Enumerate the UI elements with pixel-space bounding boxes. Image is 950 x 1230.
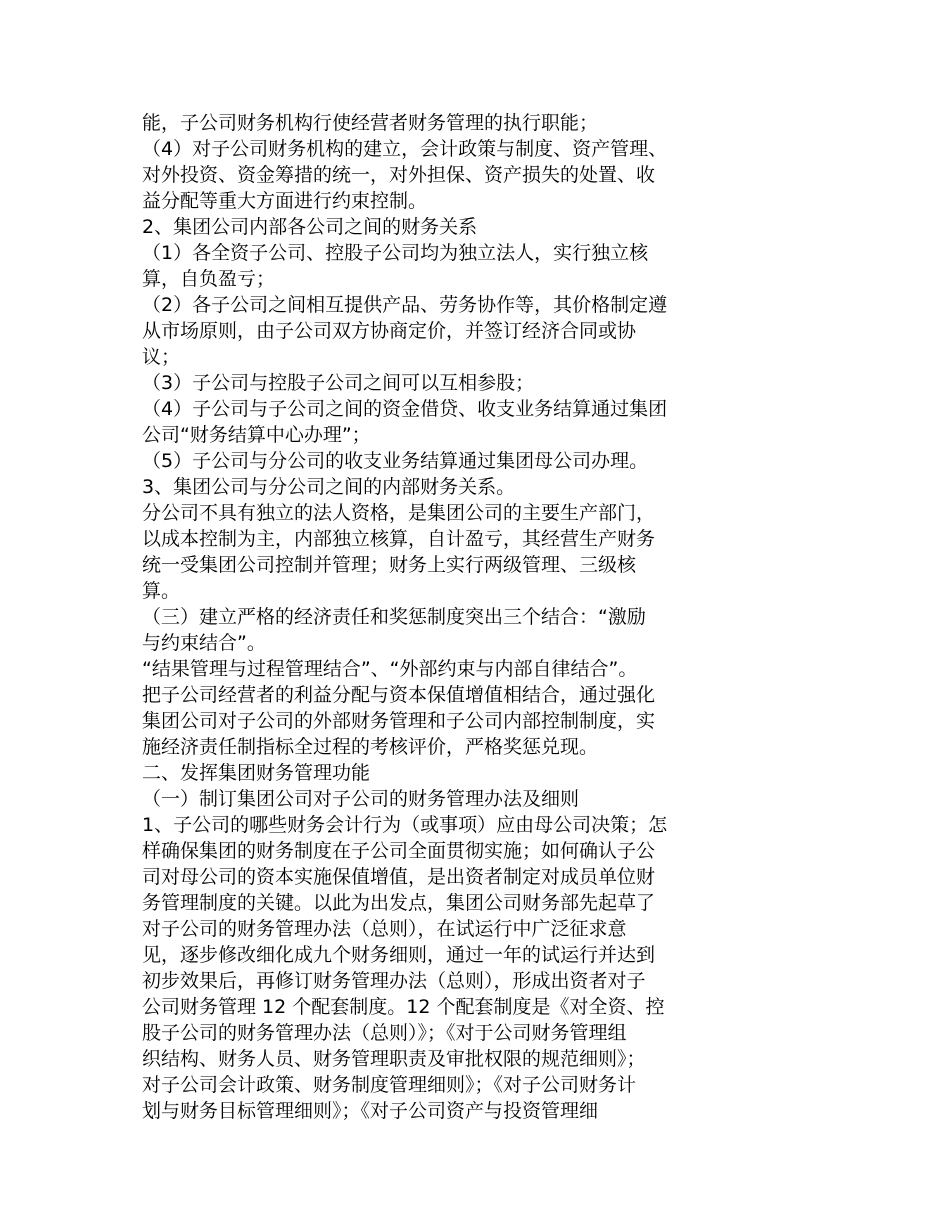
text-line: 股子公司的财务管理办法（总则）》；《对于公司财务管理组	[142, 1022, 627, 1044]
text-line: 公司财务管理 12 个配套制度。12 个配套制度是《对全资、控	[142, 996, 665, 1018]
text-line: 算，自负盈亏；	[142, 268, 276, 290]
text-line: 议；	[142, 346, 181, 368]
text-line: 见，逐步修改细化成九个财务细则，通过一年的试运行并达到	[142, 944, 656, 966]
text-line: （3）子公司与控股子公司之间可以互相参股；	[142, 372, 535, 394]
text-line: 1、子公司的哪些财务会计行为（或事项）应由母公司决策；怎	[142, 814, 668, 836]
text-line: 从市场原则，由子公司双方协商定价，并签订经济合同或协	[142, 320, 637, 342]
section-heading: 二、发挥集团财务管理功能	[142, 762, 371, 784]
text-line: 施经济责任制指标全过程的考核评价，严格奖惩兑现。	[142, 736, 599, 758]
text-line: 对子公司会计政策、财务制度管理细则》；《对子公司财务计	[142, 1074, 637, 1096]
section-heading: （一）制订集团公司对子公司的财务管理办法及细则	[142, 788, 580, 810]
text-line: （5）子公司与分公司的收支业务结算通过集团母公司办理。	[142, 450, 649, 472]
text-line: 与约束结合”。	[142, 632, 266, 654]
text-line: 统一受集团公司控制并管理；财务上实行两级管理、三级核	[142, 554, 637, 576]
text-line: （4）子公司与子公司之间的资金借贷、收支业务结算通过集团	[142, 398, 668, 420]
text-line: 织结构、财务人员、财务管理职责及审批权限的规范细则》；	[142, 1048, 646, 1070]
document-body	[142, 110, 754, 1124]
text-line: （2）各子公司之间相互提供产品、劳务协作等，其价格制定遵	[142, 294, 668, 316]
text-line: （1）各全资子公司、控股子公司均为独立法人，实行独立核	[142, 242, 649, 264]
text-line: 样确保集团的财务制度在子公司全面贯彻实施；如何确认子公	[142, 840, 656, 862]
text-line: 分公司不具有独立的法人资格，是集团公司的主要生产部门，	[142, 502, 656, 524]
text-line: 公司“财务结算中心办理”；	[142, 424, 371, 446]
section-heading: 2、集团公司内部各公司之间的财务关系	[142, 216, 478, 238]
text-line: 集团公司对子公司的外部财务管理和子公司内部控制制度，实	[142, 710, 656, 732]
text-line: 司对母公司的资本实施保值增值，是出资者制定对成员单位财	[142, 866, 656, 888]
text-line: 算。	[142, 580, 181, 602]
text-line: 能，子公司财务机构行使经营者财务管理的执行职能；	[142, 112, 599, 134]
text-line: 对外投资、资金筹措的统一，对外担保、资产损失的处置、收	[142, 164, 656, 186]
section-heading: （三）建立严格的经济责任和奖惩制度突出三个结合：“激励	[142, 606, 646, 628]
text-line: 划与财务目标管理细则》；《对子公司资产与投资管理细	[142, 1100, 599, 1122]
text-line: 对子公司的财务管理办法（总则），在试运行中广泛征求意	[142, 918, 627, 940]
section-heading: 3、集团公司与分公司之间的内部财务关系。	[142, 476, 516, 498]
text-line: 初步效果后，再修订财务管理办法（总则），形成出资者对子	[142, 970, 646, 992]
text-line: 务管理制度的关键。以此为出发点，集团公司财务部先起草了	[142, 892, 656, 914]
text-line: “结果管理与过程管理结合”、“外部约束与内部自律结合”。	[142, 658, 638, 680]
text-line: （4）对子公司财务机构的建立，会计政策与制度、资产管理、	[142, 138, 668, 160]
text-line: 益分配等重大方面进行约束控制。	[142, 190, 428, 212]
text-line: 以成本控制为主，内部独立核算，自计盈亏，其经营生产财务	[142, 528, 656, 550]
text-line: 把子公司经营者的利益分配与资本保值增值相结合，通过强化	[142, 684, 656, 706]
